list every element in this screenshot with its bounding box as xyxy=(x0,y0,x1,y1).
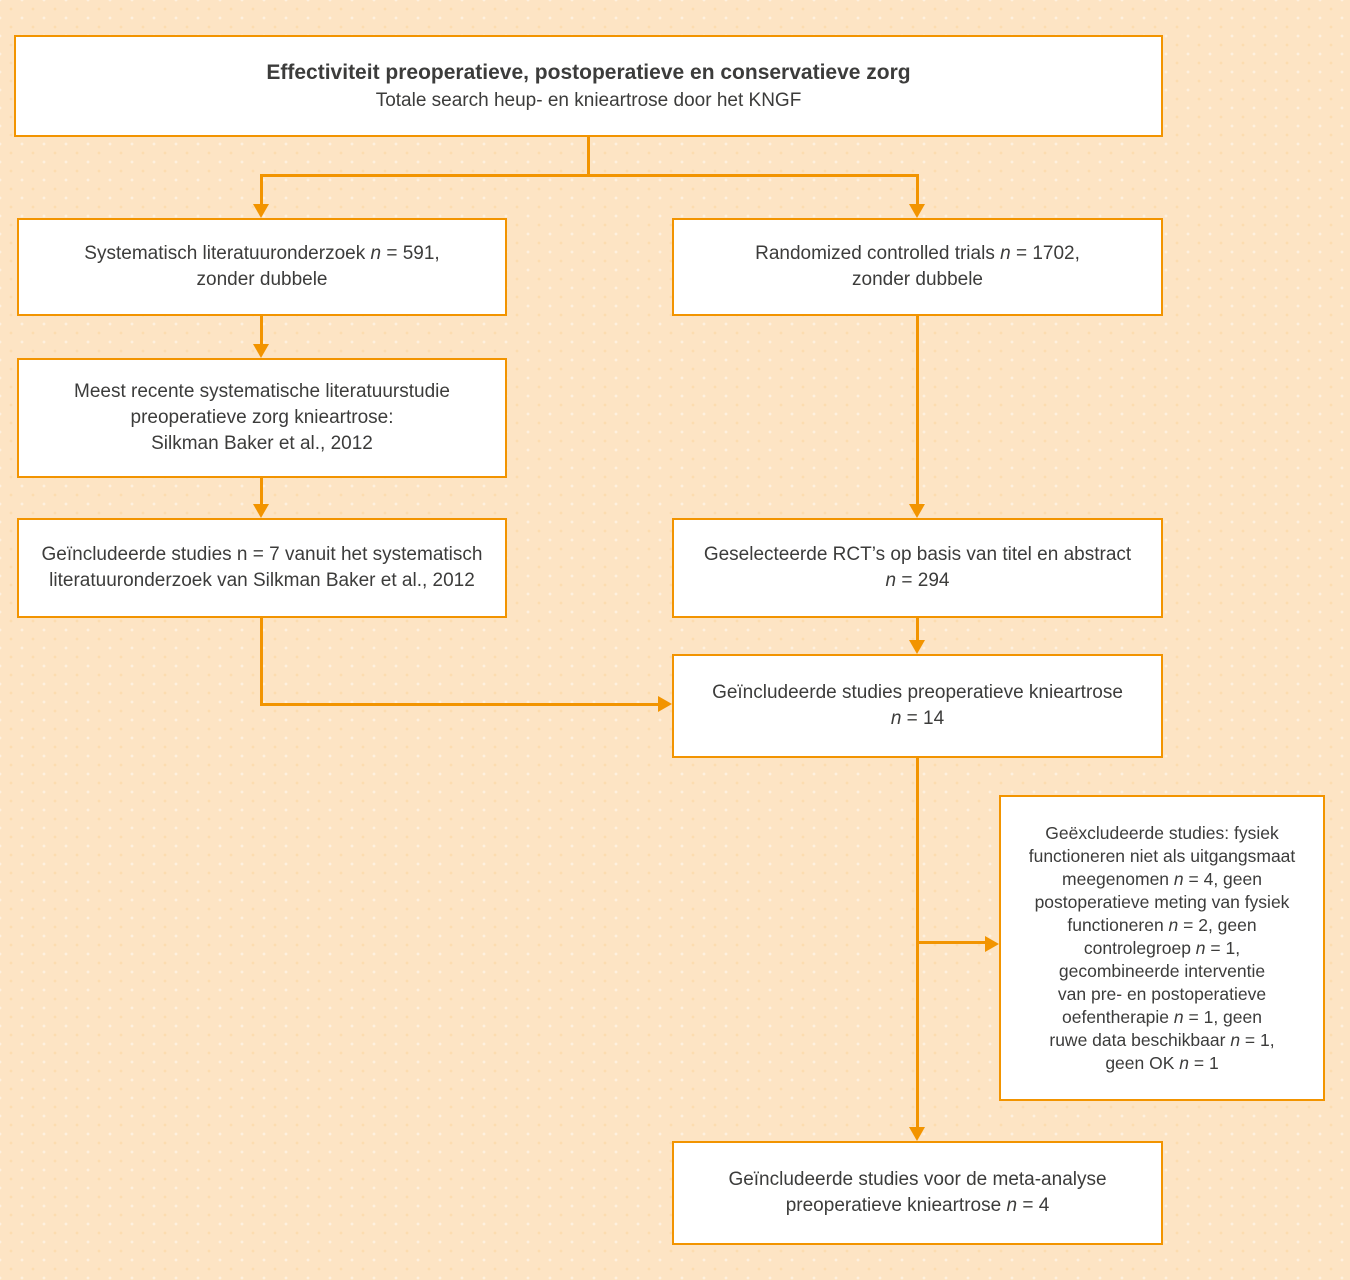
arrowhead-to-geselecteerde xyxy=(909,504,925,518)
box-meta-analyse: Geïncludeerde studies voor de meta-analyse preoperatieve knieartrose n = 4 xyxy=(672,1141,1163,1245)
connector-branch-to-geexcludeerde xyxy=(916,941,985,944)
arrowhead-to-geincludeerd-7 xyxy=(253,504,269,518)
connector-split-right xyxy=(916,174,919,206)
arrowhead-to-rct xyxy=(909,204,925,218)
title-box xyxy=(14,35,1163,137)
flowchart-title: Effectiviteit preoperatieve, postoperatieve en conservatieve zorg xyxy=(266,61,911,84)
connector-title-stem xyxy=(587,137,590,176)
connector-geinc7-elbow-horizontal xyxy=(260,703,660,706)
box-geincludeerde-studies-n7: Geïncludeerde studies n = 7 vanuit het systematisch literatuuronderzoek van Silkman Baker et al., 2012 xyxy=(17,518,507,618)
box-systematisch-literatuuronderzoek: Systematisch literatuuronderzoek n = 591, zonder dubbele xyxy=(17,218,507,316)
arrowhead-to-geexcludeerde xyxy=(985,936,999,952)
arrowhead-to-geincludeerd-14-left xyxy=(658,696,672,712)
arrowhead-to-systematisch xyxy=(253,204,269,218)
connector-geinc7-elbow-vertical xyxy=(260,618,263,705)
connector-meest-to-geinc7 xyxy=(260,478,263,506)
box-geincludeerde-studies-n14: Geïncludeerde studies preoperatieve knieartrose n = 14 xyxy=(672,654,1163,758)
connector-rct-to-geselecteerde xyxy=(916,316,919,506)
arrowhead-to-geincludeerd-14 xyxy=(909,640,925,654)
connector-split-left xyxy=(260,174,263,206)
arrowhead-to-meta-analyse xyxy=(909,1127,925,1141)
box-geexcludeerde-studies: Geëxcludeerde studies: fysiek functioneren niet als uitgangsmaat meegenomen n = 4, geen postoperatieve meting van fysiek functioneren n = 2, geen controlegroep n = 1, gecombineerde interventie van pre- en postoperatieve oefentherapie n = 1, geen ruwe data beschikbaar n = 1, geen OK n = 1 xyxy=(999,795,1325,1101)
arrowhead-to-meest-recente xyxy=(253,344,269,358)
box-geselecteerde-rcts: Geselecteerde RCT’s op basis van titel en abstract n = 294 xyxy=(672,518,1163,618)
box-meest-recente-literatuurstudie: Meest recente systematische literatuurstudie preoperatieve zorg knieartrose: Silkman Baker et al., 2012 xyxy=(17,358,507,478)
connector-split-horizontal xyxy=(260,174,919,177)
box-randomized-controlled-trials: Randomized controlled trials n = 1702, zonder dubbele xyxy=(672,218,1163,316)
connector-sys-to-meest xyxy=(260,316,263,346)
flowchart-subtitle: Totale search heup- en knieartrose door het KNGF xyxy=(375,90,802,111)
